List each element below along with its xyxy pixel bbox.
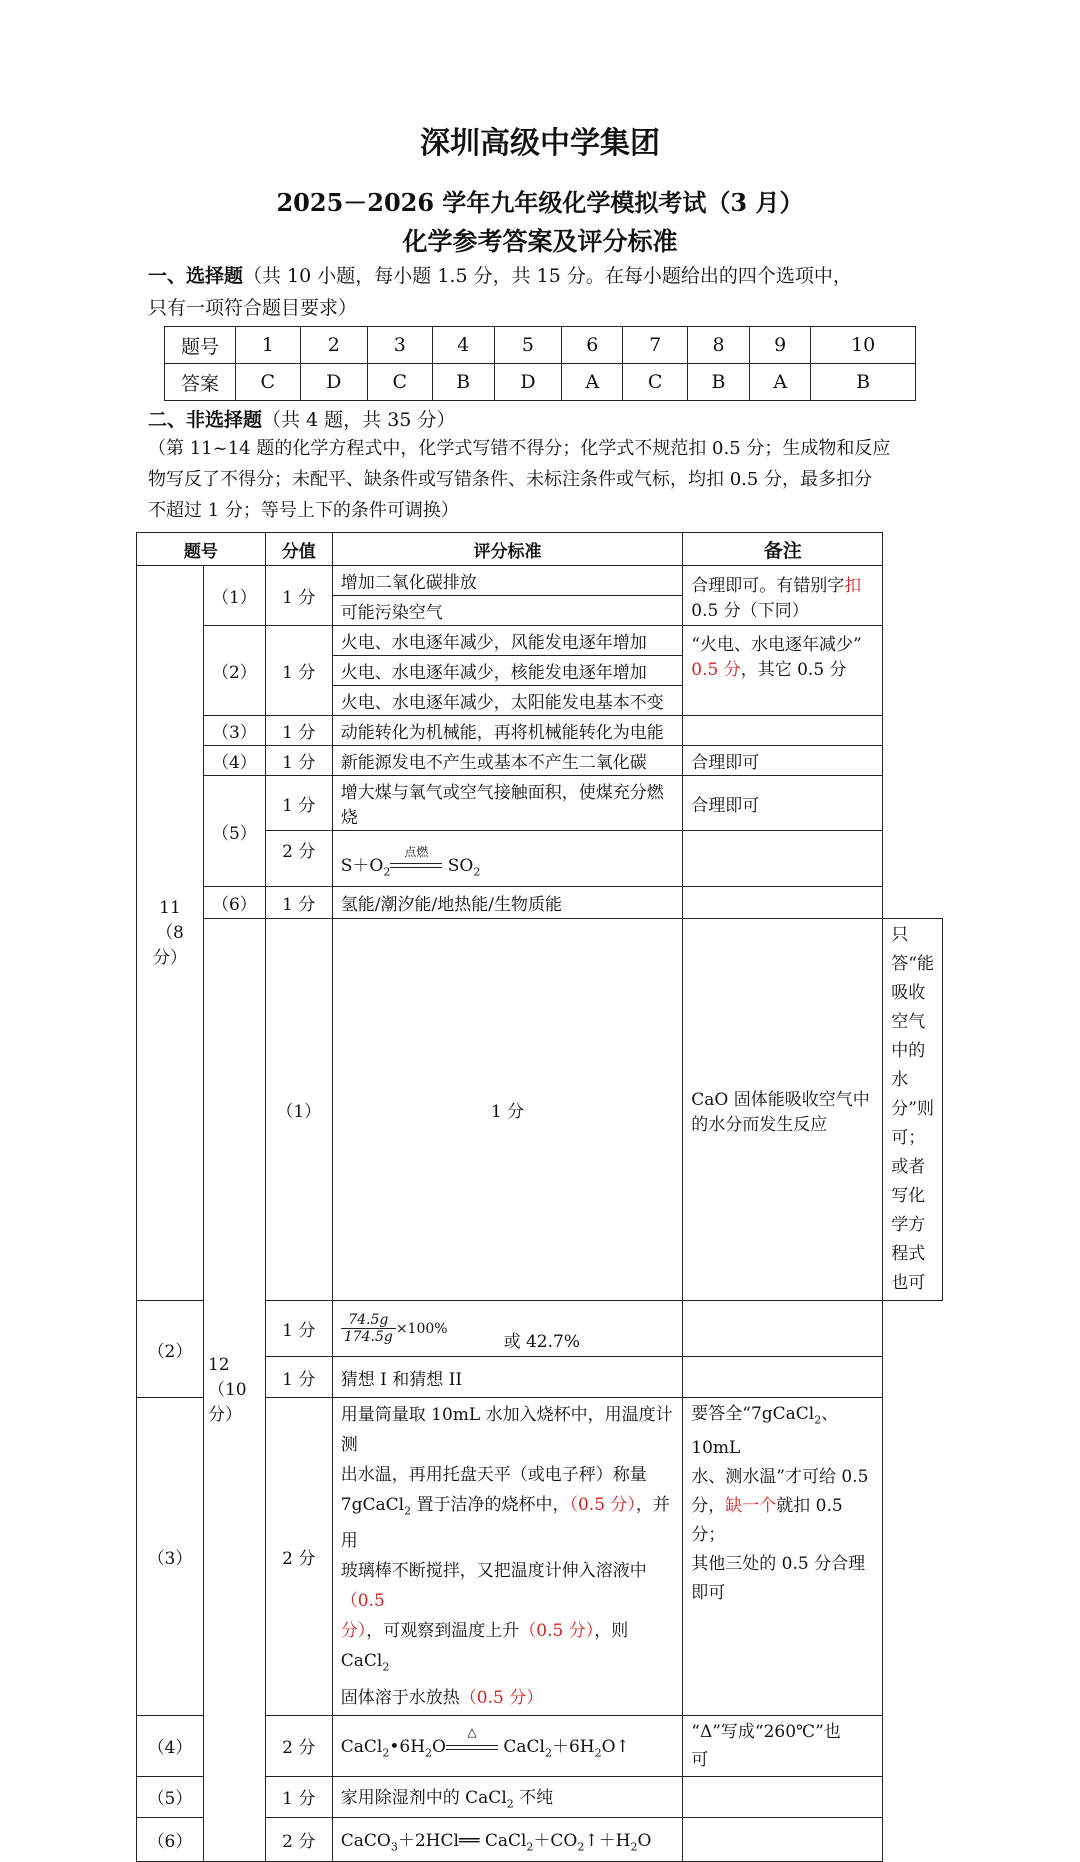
q11-points-a: （8: [156, 923, 184, 943]
grading-table: [136, 532, 943, 1862]
q12-label: [203, 919, 265, 1862]
question-number: 9: [750, 327, 811, 364]
remark-cell: [683, 626, 883, 716]
fraction-times: ×100%: [395, 1321, 448, 1337]
score-mark: （0.5: [340, 1591, 385, 1612]
score-cell: 1 分: [265, 1357, 332, 1398]
choice-answer-table: [164, 326, 916, 401]
remark-text: 分，: [691, 1496, 726, 1517]
eq-condition: [390, 845, 442, 875]
remark-text: “Δ”写成“260℃”也: [691, 1721, 841, 1742]
question-number: 4: [432, 327, 494, 364]
sub-question: （2）: [137, 1301, 204, 1398]
eq-text: ＋2HCl══ CaCl: [397, 1830, 527, 1851]
alt-answer: 或 42.7%: [503, 1332, 580, 1352]
q11-points-b: 分）: [152, 948, 187, 968]
eq-text: CaCl: [503, 1737, 545, 1758]
fraction-denominator: 174.5g: [343, 1329, 393, 1345]
remark-cell: [683, 1301, 883, 1357]
score-mark: （0.5 分）: [519, 1621, 595, 1642]
eq-sub: 2: [526, 1839, 534, 1853]
eq-text: O↑: [601, 1737, 630, 1758]
eq-sub: 2: [473, 865, 481, 879]
remark-cell: 合理即可: [683, 746, 883, 776]
sub-question: （4）: [203, 746, 265, 776]
row-label-question: 题号: [165, 327, 236, 364]
remark-cell: [683, 1398, 883, 1716]
score-cell: 1 分: [265, 746, 332, 776]
eq-text: •6H: [389, 1737, 426, 1758]
fraction: [341, 1312, 396, 1345]
score-cell: 2 分: [265, 1715, 332, 1776]
sub-question: （6）: [203, 887, 265, 919]
criteria-text: 固体溶于水放热: [340, 1687, 460, 1708]
equation-cell: [332, 1817, 682, 1861]
eq-sub: 2: [425, 1746, 433, 1760]
eq-text: SO: [447, 855, 474, 876]
eq-sub: 2: [594, 1746, 602, 1760]
section2-desc: （共 4 题，共 35 分）: [262, 409, 456, 431]
sub-question: （3）: [137, 1398, 204, 1716]
criteria-cell: 火电、水电逐年减少，风能发电逐年增加: [332, 626, 682, 656]
remark-text: 要答全“7gCaCl: [691, 1404, 815, 1424]
remark-cell: [883, 919, 943, 1301]
remark-cell: [683, 1817, 883, 1861]
eq-text: ＋CO: [533, 1830, 578, 1851]
remark-text: 水、测水温”才可给 0.5: [691, 1467, 869, 1488]
answer-cell: A: [562, 364, 623, 401]
header-question: 题号: [137, 533, 266, 566]
criteria-sub: 2: [506, 1797, 514, 1811]
question-number: 1: [236, 327, 301, 364]
eq-text: ↑＋H: [584, 1830, 631, 1851]
remark-cell: [683, 1715, 883, 1776]
remark-cell: [683, 1357, 883, 1398]
note-line-3: 不超过 1 分；等号上下的条件可调换）: [148, 500, 459, 521]
criteria-cell: 氢能/潮汐能/地热能/生物质能: [332, 887, 682, 919]
eq-text: O: [637, 1830, 652, 1851]
answer-cell: B: [811, 364, 916, 401]
remark-red: 0.5 分: [691, 660, 741, 680]
criteria-cell: 火电、水电逐年减少，核能发电逐年增加: [332, 656, 682, 686]
header-score: 分值: [265, 533, 332, 566]
remark-text: 0.5 分（下同）: [691, 600, 809, 621]
section2-heading: 二、非选择题: [148, 409, 263, 431]
remark-red: 缺一个: [725, 1496, 777, 1517]
eq-condition-text: 点燃: [404, 845, 429, 860]
q12-points: 分）: [207, 1404, 242, 1425]
score-cell: 2 分: [265, 1817, 332, 1861]
criteria-text: ，则 CaCl: [340, 1621, 629, 1672]
remark-text: 、10mL: [691, 1404, 839, 1459]
answer-cell: B: [432, 364, 494, 401]
section1-desc-1: （共 10 小题，每小题 1.5 分，共 15 分。在每小题给出的四个选项中，: [243, 265, 852, 287]
answer-key-title: 化学参考答案及评分标准: [402, 227, 678, 256]
criteria-line: 用量筒量取 10mL 水加入烧杯中，用温度计测: [340, 1405, 673, 1455]
score-cell: 1 分: [332, 919, 682, 1301]
criteria-cell: [332, 1776, 682, 1817]
question-number: 3: [368, 327, 433, 364]
score-cell: 1 分: [265, 887, 332, 919]
criteria-cell: 火电、水电逐年减少，太阳能发电基本不变: [332, 686, 682, 716]
table-row: [137, 626, 943, 656]
score-mark: 分）: [340, 1621, 367, 1642]
criteria-sub: 2: [382, 1660, 390, 1674]
eq-sub: 2: [383, 865, 391, 879]
remark-text: 其他三处的 0.5 分合理: [691, 1554, 866, 1575]
answer-cell: B: [687, 364, 749, 401]
eq-condition-text: △: [467, 1724, 477, 1739]
answer-cell: C: [623, 364, 688, 401]
score-cell: 1 分: [265, 776, 332, 831]
answer-cell: A: [750, 364, 811, 401]
criteria-cell: [332, 1398, 682, 1716]
remark-cell: [683, 1776, 883, 1817]
eq-text: ＋6H: [551, 1737, 595, 1758]
criteria-cell: 新能源发电不产生或基本不产生二氧化碳: [332, 746, 682, 776]
remark-cell: [683, 716, 883, 746]
criteria-cell: 可能污染空气: [332, 596, 682, 626]
remark-text: 水分”则可；或者写化: [891, 1070, 934, 1206]
score-cell: 1 分: [265, 1301, 332, 1357]
table-row: [137, 566, 943, 596]
header-criteria: 评分标准: [332, 533, 682, 566]
equation-cell: [332, 831, 682, 887]
remark-cell: [683, 831, 883, 887]
eq-text: S＋O: [340, 855, 384, 876]
score-cell: 2 分: [265, 1398, 332, 1716]
fraction-cell: [332, 1301, 682, 1357]
table-row: [165, 364, 916, 401]
eq-sub: 2: [630, 1839, 638, 1853]
q11-number: 11: [159, 898, 181, 918]
criteria-cell: CaO 固体能吸收空气中的水分而发生反应: [683, 919, 883, 1301]
eq-sub: 2: [382, 1746, 390, 1760]
criteria-text: 7gCaCl: [340, 1495, 405, 1515]
question-number: 6: [562, 327, 623, 364]
criteria-cell: 猜想 I 和猜想 II: [332, 1357, 682, 1398]
remark-red: 扣: [844, 575, 862, 596]
question-number: 10: [811, 327, 916, 364]
section2-intro: [148, 404, 938, 436]
answer-cell: C: [368, 364, 433, 401]
criteria-text: ，并用: [340, 1495, 670, 1552]
table-row: [137, 716, 943, 746]
sub-question: （1）: [203, 566, 265, 626]
criteria-text: ，可观察到温度上升: [366, 1621, 520, 1642]
criteria-line: 出水温，再用托盘天平（或电子秤）称量: [340, 1465, 647, 1485]
criteria-text: 置于洁净的烧杯中，: [411, 1495, 570, 1515]
sub-question: （5）: [203, 776, 265, 887]
criteria-text: 家用除湿剂中的 CaCl: [340, 1788, 507, 1809]
sub-question: （3）: [203, 716, 265, 746]
school-title: 深圳高级中学集团: [420, 126, 660, 161]
remark-text: 可: [691, 1749, 709, 1770]
question-number: 8: [687, 327, 749, 364]
score-cell: 1 分: [265, 626, 332, 716]
question-number: 5: [494, 327, 561, 364]
eq-sub: 2: [577, 1839, 585, 1853]
score-cell: 1 分: [265, 1776, 332, 1817]
score-cell: 2 分: [265, 831, 332, 887]
answer-cell: D: [300, 364, 367, 401]
score-mark: （0.5 分）: [569, 1495, 636, 1515]
exam-title: 2025－2026 学年九年级化学模拟考试（3 月）: [276, 188, 804, 217]
section2-note: [148, 433, 940, 526]
score-cell: 1 分: [265, 716, 332, 746]
table-row: [137, 746, 943, 776]
section1-intro: [148, 260, 938, 324]
header-remark: 备注: [683, 533, 883, 566]
question-number: 7: [623, 327, 688, 364]
sub-question: （5）: [137, 1776, 204, 1817]
table-row: [137, 887, 943, 919]
remark-text: 合理即可。有错别字: [691, 575, 845, 596]
section1-desc-2: 只有一项符合题目要求）: [148, 297, 358, 319]
answer-cell: C: [236, 364, 301, 401]
criteria-cell: 增加二氧化碳排放: [332, 566, 682, 596]
criteria-sub: 2: [404, 1504, 412, 1518]
section1-heading: 一、选择题: [148, 265, 244, 287]
eq-sub: 2: [544, 1746, 552, 1760]
eq-text: CaCl: [340, 1737, 383, 1758]
table-header-row: [137, 533, 943, 566]
remark-text: 即可: [691, 1583, 726, 1604]
eq-sub: 3: [390, 1839, 398, 1853]
criteria-cell: 动能转化为机械能，再将机械能转化为电能: [332, 716, 682, 746]
remark-cell: [683, 566, 883, 626]
criteria-cell: 增大煤与氧气或空气接触面积，使煤充分燃烧: [332, 776, 682, 831]
note-line-1: （第 11~14 题的化学方程式中，化学式写错不得分；化学式不规范扣 0.5 分；生成物和反应: [148, 438, 891, 459]
row-label-answer: 答案: [165, 364, 236, 401]
remark-text: ，其它 0.5 分: [740, 660, 847, 680]
q11-label: [137, 566, 204, 1301]
note-line-2: 物写反了不得分；未配平、缺条件或写错条件、未标注条件或气标，均扣 0.5 分，最多扣分: [148, 469, 873, 490]
table-row: [137, 919, 943, 1301]
score-mark: （0.5 分）: [459, 1687, 544, 1708]
remark-cell: [683, 887, 883, 919]
answer-cell: D: [494, 364, 561, 401]
remark-cell: 合理即可: [683, 776, 883, 831]
criteria-text: 不纯: [513, 1788, 554, 1809]
equation-cell: [332, 1715, 682, 1776]
criteria-text: 玻璃棒不断搅拌，又把温度计伸入溶液中: [340, 1561, 647, 1582]
remark-text: 就扣 0.5 分；: [691, 1496, 843, 1546]
sub-question: （6）: [137, 1817, 204, 1861]
score-cell: 1 分: [265, 566, 332, 626]
fraction-numerator: 74.5g: [341, 1312, 396, 1329]
sub-question: （1）: [265, 919, 332, 1301]
sub-question: （2）: [203, 626, 265, 716]
sub-question: （4）: [137, 1715, 204, 1776]
remark-sub: 2: [814, 1413, 822, 1427]
eq-text: CaCO: [340, 1830, 391, 1851]
remark-text: “火电、水电逐年减少”: [691, 635, 862, 655]
question-number: 2: [300, 327, 367, 364]
table-row: [165, 327, 916, 364]
eq-text: O: [432, 1737, 446, 1758]
table-row: [137, 776, 943, 831]
q12-number: 12（10: [207, 1354, 247, 1400]
remark-text: 只答“能吸收空气中的: [891, 925, 934, 1061]
remark-text: 学方程式也可: [891, 1215, 926, 1293]
eq-condition: [446, 1724, 498, 1757]
